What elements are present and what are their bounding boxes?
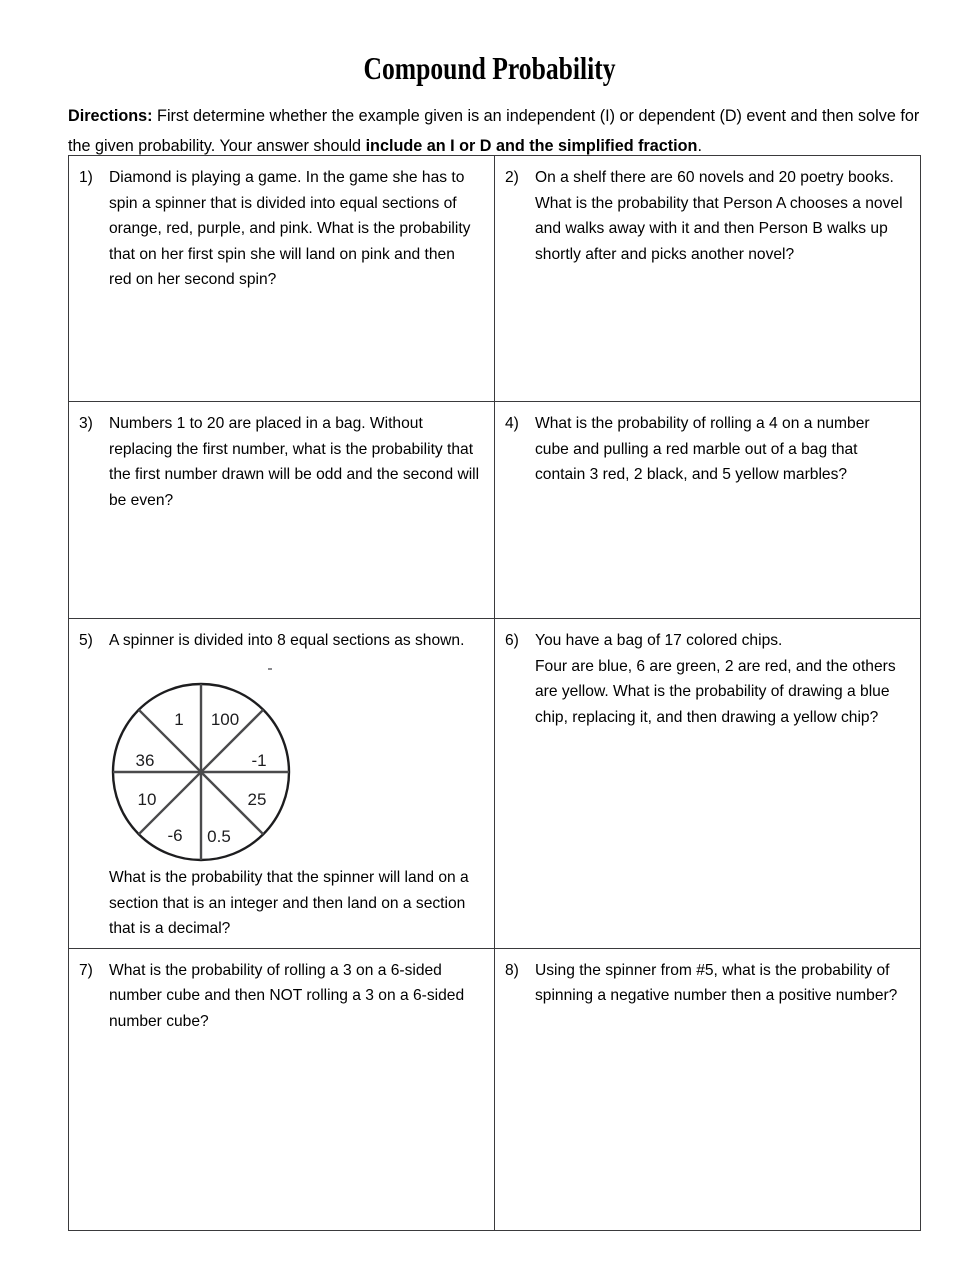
directions-paragraph	[68, 101, 924, 161]
question-text-5: A spinner is divided into 8 equal sections as shown.	[109, 632, 465, 649]
spinner-label-1: 1	[174, 710, 184, 729]
question-text-6-line-2: Four are blue, 6 are green, 2 are red, and the others are yellow. What is the probability of drawing a blue chip, replacing it, and then drawing a yellow chip?	[535, 657, 896, 726]
directions-trailing-period: .	[697, 137, 702, 155]
question-number-2: 2)	[505, 169, 519, 186]
question-cell-4[interactable]	[495, 402, 921, 619]
spinner-label-0point5: 0.5	[207, 827, 231, 846]
question-cell-2[interactable]	[495, 156, 921, 402]
spinner-svg	[109, 679, 309, 865]
question-number-1: 1)	[79, 169, 93, 186]
question-cell-6[interactable]	[495, 619, 921, 949]
table-row	[69, 156, 921, 402]
question-cell-1[interactable]	[69, 156, 495, 402]
question-cell-3[interactable]	[69, 402, 495, 619]
spinner-label-36: 36	[135, 751, 155, 770]
question-text-8: Using the spinner from #5, what is the probability of spinning a negative number then a positive number?	[535, 961, 898, 1004]
question-cell-7[interactable]	[69, 948, 495, 1230]
question-text-6-line-1: You have a bag of 17 colored chips.	[535, 632, 783, 649]
question-cell-8[interactable]	[495, 948, 921, 1230]
page-title: Compound Probability	[363, 50, 616, 86]
table-row	[69, 619, 921, 949]
spinner-label-negative-1: -1	[251, 751, 267, 770]
question-cell-5[interactable]	[69, 619, 495, 949]
spinner-label-25: 25	[247, 790, 267, 809]
spinner-label-negative-6: -6	[167, 826, 183, 845]
question-text-1: Diamond is playing a game. In the game she has to spin a spinner that is divided into equal sections of orange, red, purple, and pink. What is the probability that on her first spin she will land on pink and then red on her second spin?	[109, 169, 471, 288]
question-number-8: 8)	[505, 961, 519, 979]
question-text-7: What is the probability of rolling a 3 on a 6-sided number cube and then NOT rolling a 3 on a 6-sided number cube?	[109, 961, 465, 1030]
spinner-label-10: 10	[137, 790, 157, 809]
scan-artifact-dot	[268, 668, 272, 670]
question-number-7: 7)	[79, 961, 93, 979]
directions-emphasis-text: include an I or D and the simplified fraction	[365, 137, 698, 155]
question-text-3: Numbers 1 to 20 are placed in a bag. Without replacing the first number, what is the probability that the first number drawn will be odd and the second will be even?	[109, 415, 480, 509]
question-number-3: 3)	[79, 415, 93, 432]
question-number-5: 5)	[79, 632, 93, 649]
question-number-6: 6)	[505, 632, 519, 649]
questions-table	[68, 155, 921, 1231]
table-row	[69, 402, 921, 619]
spinner-label-100: 100	[210, 710, 240, 729]
question-number-4: 4)	[505, 415, 519, 432]
question-text-2: On a shelf there are 60 novels and 20 poetry books. What is the probability that Person A chooses a novel and walks away with it and then Person B walks up shortly after and picks another novel?	[535, 169, 903, 263]
question-text-4: What is the probability of rolling a 4 on a number cube and pulling a red marble out of a bag that contain 3 red, 2 black, and 5 yellow marbles?	[535, 415, 870, 483]
directions-label: Directions:	[68, 107, 153, 125]
question-text-5-continued: What is the probability that the spinner will land on a section that is an integer and then land on a section that is a decimal?	[109, 869, 469, 937]
spinner-figure	[109, 679, 480, 865]
table-row	[69, 948, 921, 1230]
directions-body-text: First determine whether the example given is an independent (I) or dependent (D) event and then solve for the given probability. Your answer should	[68, 107, 920, 155]
